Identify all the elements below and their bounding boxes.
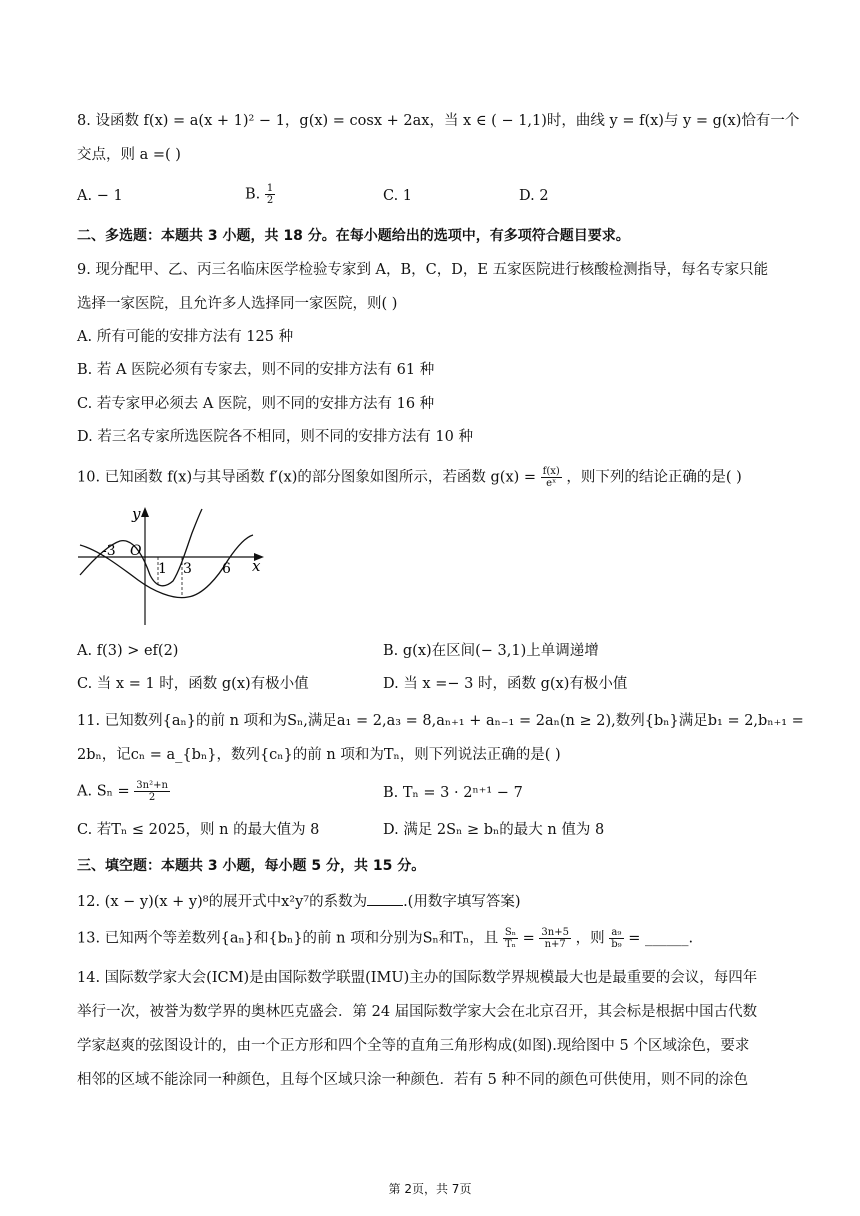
q14-line2: 举行一次，被誉为数学界的奥林匹克盛会．第 24 届国际数学家大会在北京召开，其会标是根据中国古代数	[77, 1004, 758, 1020]
graph-origin-label: O	[130, 543, 142, 559]
fraction-numerator: 3n²+n	[136, 780, 168, 791]
q11-line1: 11. 已知数列{aₙ}的前 n 项和为Sₙ,满足a₁ = 2,a₃ = 8,aₙ₊₁ + aₙ₋₁ = 2aₙ(n ≥ 2),数列{bₙ}满足b₁ = 2,bₙ₊₁ =	[77, 713, 804, 729]
q10-fraction	[541, 466, 562, 489]
q14-line1: 14. 国际数学家大会(ICM)是由国际数学联盟(IMU)主办的国际数学界规模最大也是最重要的会议，每四年	[77, 970, 758, 986]
q12-text-a: 12. (x − y)(x + y)⁸的展开式中x²y⁷的系数为	[77, 894, 368, 910]
q10-option-d: D. 当 x =− 3 时，函数 g(x)有极小值	[383, 676, 628, 692]
q13-text-b: ，则	[575, 930, 605, 947]
q13-text-c: = ______.	[628, 930, 694, 947]
q10-function-graph	[78, 505, 268, 627]
q11-line2: 2bₙ，记cₙ = a_{bₙ}，数列{cₙ}的前 n 项和为Tₙ，则下列说法正确的是( )	[77, 747, 561, 763]
q11-option-a	[77, 780, 170, 803]
q11-option-a-prefix: A. Sₙ =	[77, 783, 130, 800]
q12-text-b: .(用数字填写答案)	[403, 894, 521, 910]
q10-option-b: B. g(x)在区间(− 3,1)上单调递增	[383, 643, 599, 659]
q10-option-c: C. 当 x = 1 时，函数 g(x)有极小值	[77, 676, 309, 692]
q9-line1: 9. 现分配甲、乙、丙三名临床医学检验专家到 A，B，C，D，E 五家医院进行核酸检测指导，每名专家只能	[77, 262, 769, 278]
fraction-numerator: Sₙ	[504, 927, 517, 938]
q13-fraction-s-over-t	[503, 927, 518, 950]
q11-option-a-fraction	[134, 780, 170, 803]
fraction-denominator: b₉	[611, 939, 622, 950]
fraction-denominator: 2	[266, 195, 274, 206]
graph-y-label: y	[132, 505, 141, 523]
graph-tick-3: 3	[183, 561, 192, 577]
fraction-denominator: 2	[148, 792, 156, 803]
q8-line1: 8. 设函数 f(x) = a(x + 1)² − 1，g(x) = cosx + 2ax，当 x ∈ ( − 1,1)时，曲线 y = f(x)与 y = g(x)恰有一个	[77, 113, 800, 129]
q9-option-c: C. 若专家甲必须去 A 医院，则不同的安排方法有 16 种	[77, 396, 435, 412]
q12-line	[77, 891, 521, 912]
graph-tick-6: 6	[222, 561, 231, 577]
q11-option-b: B. Tₙ = 3 · 2ⁿ⁺¹ − 7	[383, 785, 523, 801]
q8-option-b-fraction	[265, 183, 275, 206]
fraction-denominator: n+7	[544, 939, 566, 950]
q8-option-c: C. 1	[383, 188, 413, 204]
q10-text-b: ，则下列的结论正确的是( )	[566, 469, 742, 486]
q13-equals: =	[522, 930, 535, 947]
section-heading-fill-in: 三、填空题：本题共 3 小题，每小题 5 分，共 15 分。	[77, 858, 426, 874]
q13-fraction-ratio	[539, 927, 571, 950]
q8-option-d: D. 2	[519, 188, 549, 204]
q13-text-a: 13. 已知两个等差数列{aₙ}和{bₙ}的前 n 项和分别为Sₙ和Tₙ，且	[77, 930, 499, 947]
fraction-numerator: 1	[266, 183, 274, 194]
q10-line1	[77, 466, 742, 489]
q14-line4: 相邻的区域不能涂同一种颜色，且每个区域只涂一种颜色．若有 5 种不同的颜色可供使用，则不同的涂色	[77, 1072, 748, 1088]
q11-option-c: C. 若Tₙ ≤ 2025，则 n 的最大值为 8	[77, 822, 320, 838]
graph-tick-minus-3: -3	[102, 543, 116, 559]
q8-option-a: A. − 1	[77, 188, 123, 204]
q11-option-d: D. 满足 2Sₙ ≥ bₙ的最大 n 值为 8	[383, 822, 605, 838]
q9-option-a: A. 所有可能的安排方法有 125 种	[77, 329, 294, 345]
q8-option-b-prefix: B.	[245, 186, 261, 203]
q13-line	[77, 927, 693, 950]
q8-line2: 交点，则 a =( )	[77, 147, 181, 163]
q12-answer-blank	[367, 891, 403, 906]
fraction-denominator: Tₙ	[504, 939, 516, 950]
q9-line2: 选择一家医院，且允许多人选择同一家医院，则( )	[77, 296, 398, 312]
graph-tick-1: 1	[158, 561, 167, 577]
fraction-numerator: 3n+5	[541, 927, 569, 938]
q10-text-a: 10. 已知函数 f(x)与其导函数 f′(x)的部分图象如图所示，若函数 g(x) =	[77, 469, 537, 486]
q9-option-d: D. 若三名专家所选医院各不相同，则不同的安排方法有 10 种	[77, 429, 473, 445]
q10-option-a: A. f(3) > ef(2)	[77, 643, 179, 659]
fraction-numerator: a₉	[609, 927, 623, 939]
q13-fraction-a-over-b	[609, 927, 623, 950]
section-heading-multiple-choice: 二、多选题：本题共 3 小题，共 18 分。在每小题给出的选项中，有多项符合题目要求。	[77, 228, 630, 244]
graph-x-label: x	[252, 557, 261, 575]
q9-option-b: B. 若 A 医院必须有专家去，则不同的安排方法有 61 种	[77, 362, 435, 378]
fraction-numerator: f(x)	[542, 466, 560, 477]
q14-line3: 学家赵爽的弦图设计的，由一个正方形和四个全等的直角三角形构成(如图).现给图中 5 个区域涂色，要求	[77, 1038, 750, 1054]
fraction-denominator: eˣ	[546, 478, 557, 489]
q8-option-b	[245, 183, 275, 206]
page-footer: 第 2页，共 7页	[388, 1182, 472, 1196]
